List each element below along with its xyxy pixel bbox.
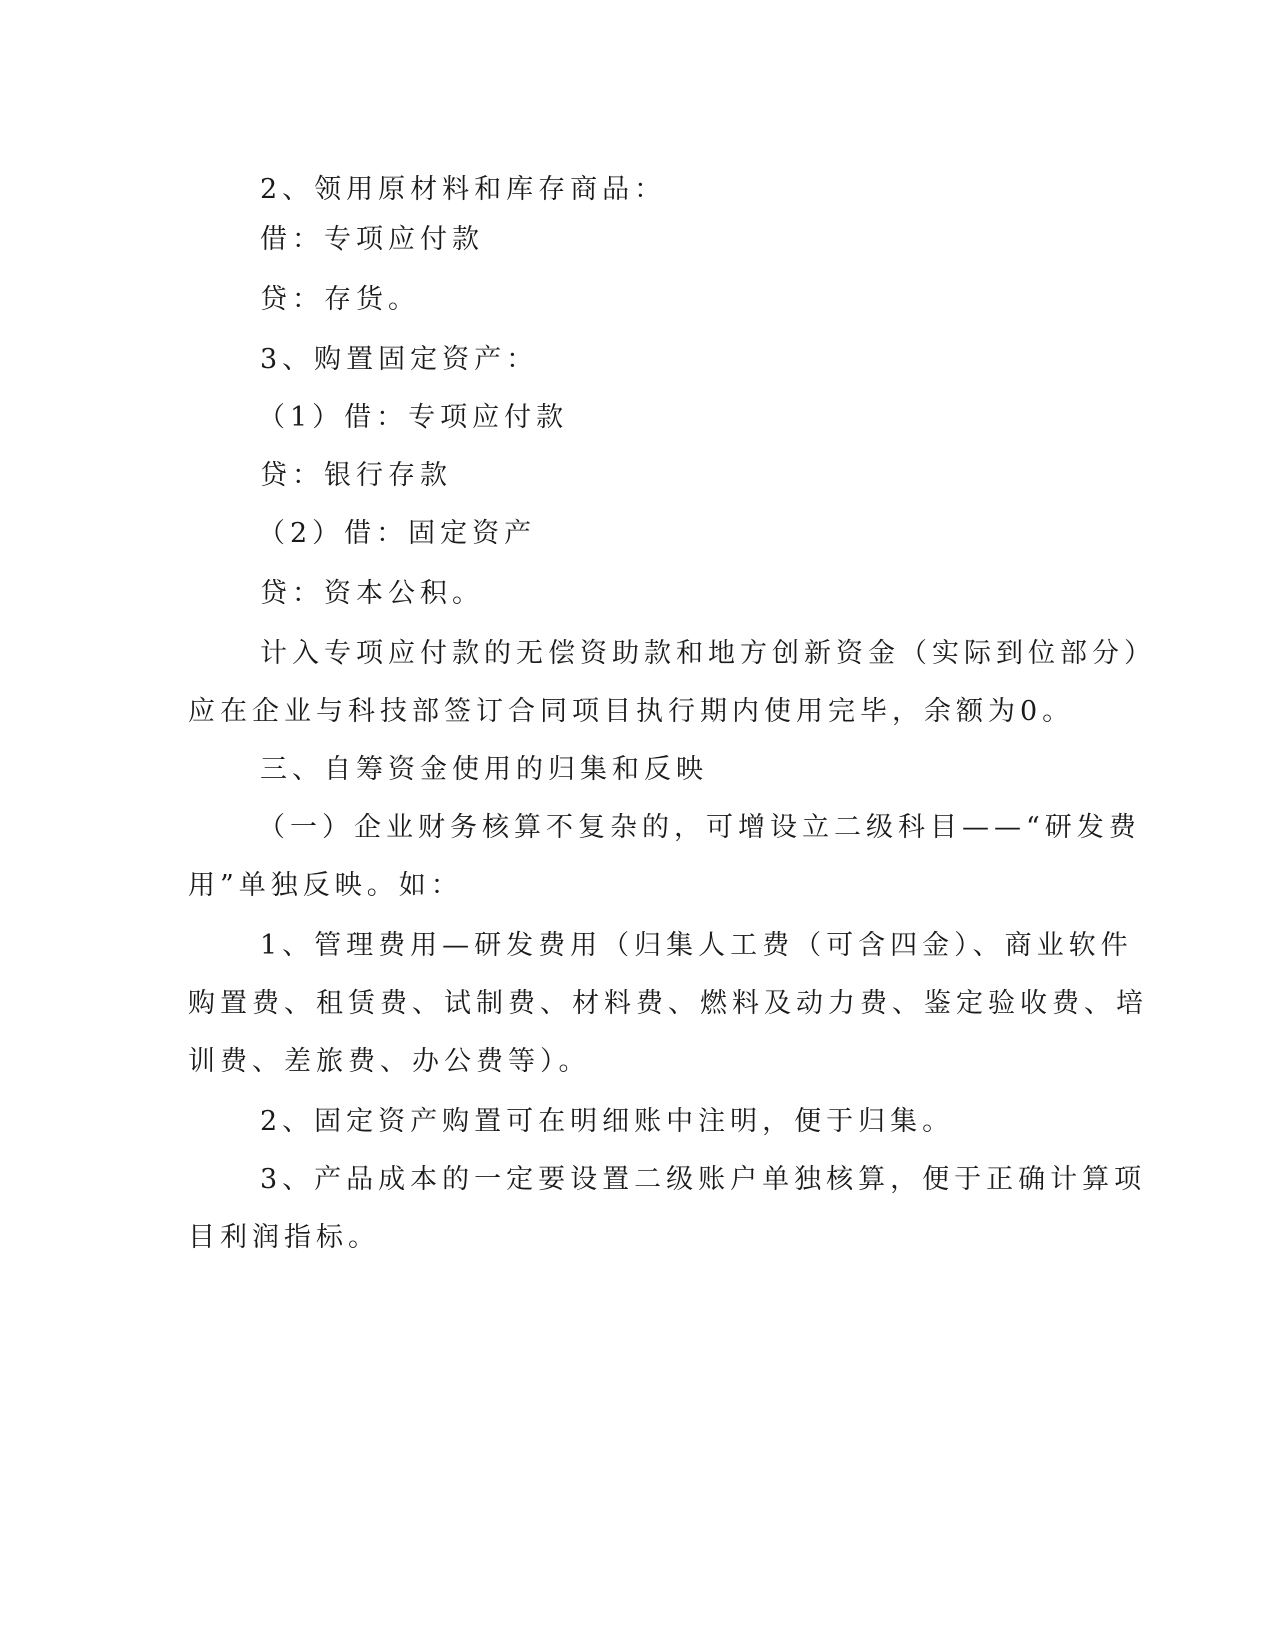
item-2-heading: 2、领用原材料和库存商品：	[260, 174, 667, 205]
paragraph-line: 3、产品成本的一定要设置二级账户单独核算，便于正确计算项	[260, 1164, 1147, 1195]
paragraph-line: 计入专项应付款的无偿资助款和地方创新资金（实际到位部分）	[260, 638, 1156, 669]
item-3-heading: 3、购置固定资产：	[260, 344, 539, 375]
credit-line: 贷：存货。	[260, 284, 420, 315]
paragraph-line: 购置费、租赁费、试制费、材料费、燃料及动力费、鉴定验收费、培	[188, 988, 1148, 1019]
paragraph-line: 2、固定资产购置可在明细账中注明，便于归集。	[260, 1106, 955, 1137]
debit-line: 借：专项应付款	[260, 224, 484, 255]
paragraph-line: 训费、差旅费、办公费等）。	[188, 1046, 591, 1077]
paragraph-line: 应在企业与科技部签订合同项目执行期内使用完毕，余额为0。	[188, 696, 1075, 727]
paragraph-line: 目利润指标。	[188, 1222, 380, 1253]
entry-1-credit: 贷：银行存款	[260, 460, 452, 491]
paragraph-line: 用”单独反映。如：	[188, 870, 463, 901]
paragraph-line: （一）企业财务核算不复杂的，可增设立二级科目——“研发费	[258, 812, 1141, 843]
entry-2-debit: （2）借：固定资产	[258, 518, 537, 549]
section-3-heading: 三、自筹资金使用的归集和反映	[260, 754, 708, 785]
entry-2-credit: 贷：资本公积。	[260, 578, 484, 609]
paragraph-line: 1、管理费用—研发费用（归集人工费（可含四金）、商业软件	[260, 930, 1133, 961]
entry-1-debit: （1）借：专项应付款	[258, 402, 569, 433]
